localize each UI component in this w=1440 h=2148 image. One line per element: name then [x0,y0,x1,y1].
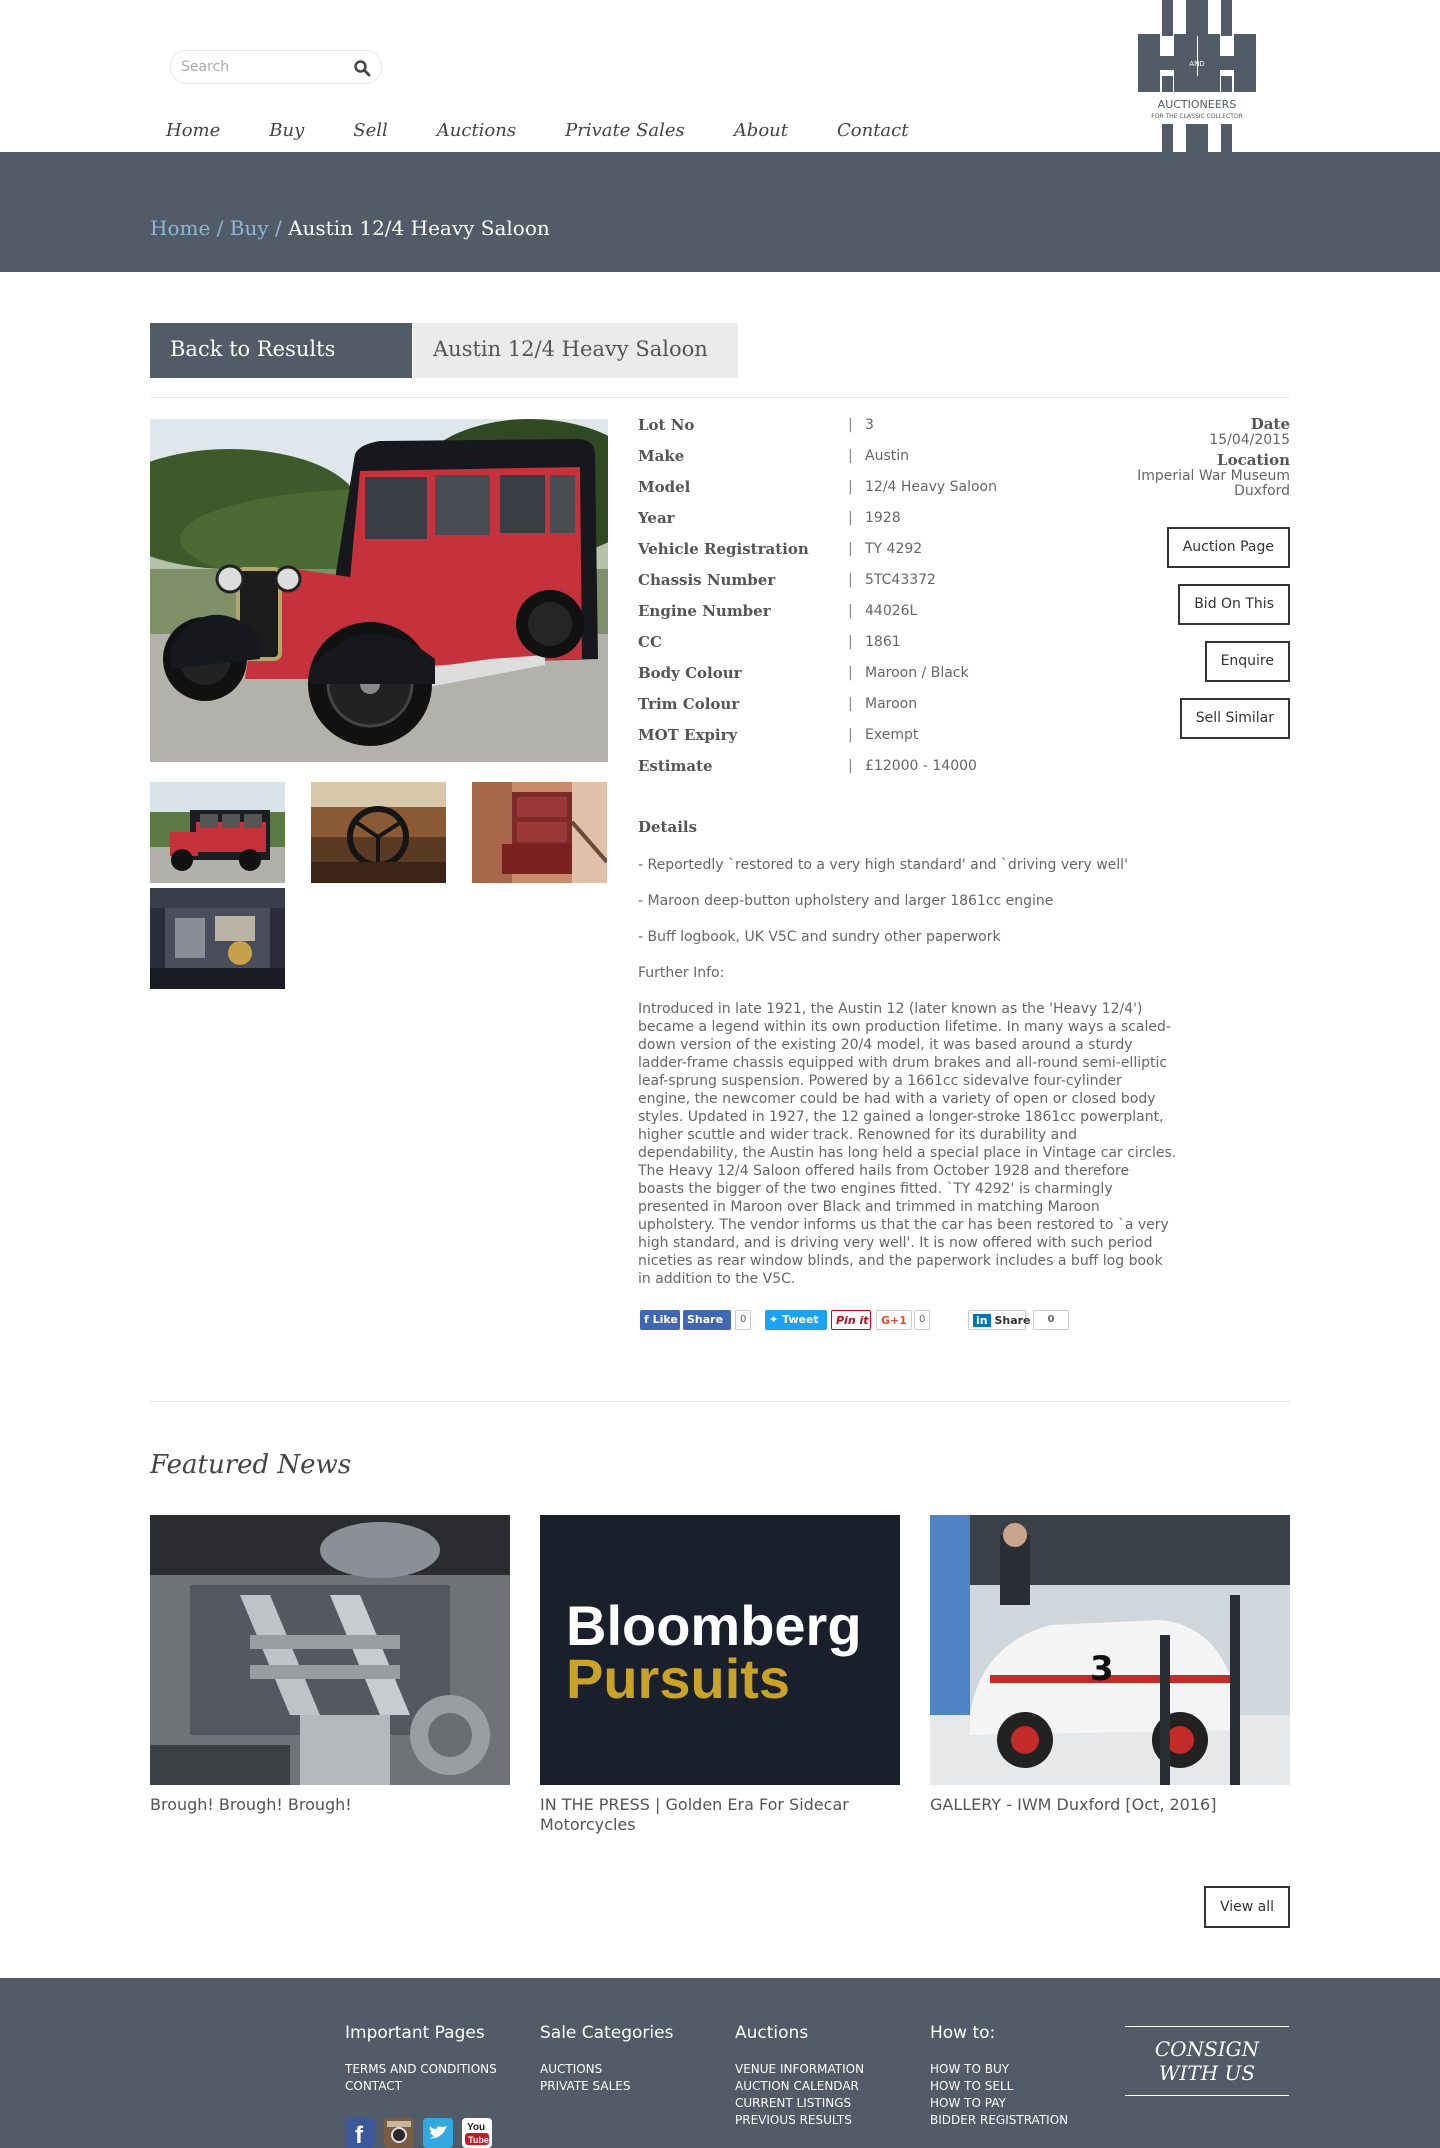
thumbnail-dashboard[interactable] [311,782,446,883]
lot-specifications [638,416,1118,788]
bid-on-this-button[interactable]: Bid On This [1178,584,1290,625]
svg-text:FOR THE CLASSIC COLLECTOR: FOR THE CLASSIC COLLECTOR [1151,113,1243,120]
lot-details [638,818,1178,1306]
svg-text:AUCTIONEERS: AUCTIONEERS [1157,98,1237,111]
featured-news-heading: Featured News [150,1450,352,1480]
spec-row-lot-no [638,416,1118,447]
svg-text:Bloomberg: Bloomberg [566,1594,862,1657]
spec-label: Engine Number [638,602,771,620]
consign-line-1: CONSIGN [1154,2037,1260,2061]
svg-text:Pursuits: Pursuits [566,1647,791,1710]
news-caption[interactable]: IN THE PRESS | Golden Era For Sidecar Motorcycles [540,1795,849,1834]
spec-separator: | [848,696,853,712]
nav-auctions[interactable]: Auctions [436,120,517,141]
consign-with-us-button[interactable] [1125,2026,1289,2096]
breadcrumb-buy[interactable]: Buy / [229,216,282,240]
spec-label: Make [638,447,685,465]
youtube-icon[interactable] [462,2118,492,2148]
auction-meta [1137,416,1290,499]
linkedin-share-button[interactable]: in Share [968,1310,1026,1330]
footer-link-previous[interactable]: PREVIOUS RESULTS [735,2113,852,2127]
nav-buy[interactable]: Buy [269,120,305,141]
spec-row-mot-expiry [638,726,1118,757]
facebook-like-button[interactable]: f Like [640,1310,680,1330]
spec-separator: | [848,510,853,526]
spec-separator: | [848,603,853,619]
news-caption[interactable]: Brough! Brough! Brough! [150,1795,352,1814]
location-line-1: Imperial War Museum [1137,468,1290,484]
thumbnail-exterior[interactable] [150,782,285,883]
spec-value: Austin [865,448,909,464]
footer-link-how-to-pay[interactable]: HOW TO PAY [930,2096,1006,2110]
spec-separator: | [848,479,853,495]
details-heading: Details [638,818,698,836]
news-image-motorcycle[interactable] [150,1515,510,1785]
footer-link-current[interactable]: CURRENT LISTINGS [735,2096,852,2110]
divider [150,397,1290,398]
site-header [0,0,1440,152]
spec-value: Exempt [865,727,919,743]
facebook-count: 0 [735,1310,751,1330]
spec-row-body-colour [638,664,1118,695]
spec-value: 12/4 Heavy Saloon [865,479,997,495]
breadcrumb-current: Austin 12/4 Heavy Saloon [288,216,550,240]
instagram-icon[interactable] [384,2118,414,2148]
spec-row-model [638,478,1118,509]
page-banner [0,152,1440,272]
facebook-icon: f [644,1313,653,1326]
footer-column-title: Auctions [735,2023,809,2043]
footer-column-title: How to: [930,2023,996,2043]
spec-value: 1928 [865,510,901,526]
thumbnail-interior[interactable] [472,782,607,883]
location-label: Location [1217,451,1290,469]
main-nav [166,120,957,148]
footer-sale-categories [540,2023,673,2095]
google-plus-count: 0 [914,1310,930,1330]
facebook-share-button[interactable]: Share [683,1310,731,1330]
svg-text:Tube: Tube [468,2135,489,2145]
spec-value: £12000 - 14000 [865,758,977,774]
details-bullet: - Maroon deep-button upholstery and larger 1861cc engine [638,893,1054,909]
spec-separator: | [848,665,853,681]
facebook-icon[interactable] [345,2118,375,2148]
further-info-label: Further Info: [638,965,725,981]
google-plus-button[interactable]: G+1 [876,1310,912,1330]
search-input[interactable] [181,57,341,77]
footer-link-calendar[interactable]: AUCTION CALENDAR [735,2079,859,2093]
spec-separator: | [848,758,853,774]
spec-separator: | [848,417,853,433]
spec-label: Year [638,509,675,527]
spec-value: Maroon / Black [865,665,969,681]
spec-row-cc [638,633,1118,664]
spec-value: TY 4292 [865,541,923,557]
spec-separator: | [848,634,853,650]
search-icon[interactable] [353,59,371,77]
nav-private-sales[interactable]: Private Sales [565,120,685,141]
footer-link-how-to-sell[interactable]: HOW TO SELL [930,2079,1014,2093]
linkedin-count: 0 [1033,1310,1069,1330]
news-image-porsche[interactable] [930,1515,1290,1785]
news-image-bloomberg-pursuits[interactable] [540,1515,900,1785]
spec-label: MOT Expiry [638,726,738,744]
spec-separator: | [848,572,853,588]
spec-separator: | [848,448,853,464]
enquire-button[interactable]: Enquire [1205,641,1290,682]
nav-about[interactable]: About [733,120,788,141]
twitter-bird-icon: ✦ [769,1313,783,1326]
divider [150,1401,1290,1402]
lot-title-tab: Austin 12/4 Heavy Saloon [413,323,738,378]
spec-row-engine [638,602,1118,633]
spec-value: Maroon [865,696,918,712]
spec-value: 3 [865,417,874,433]
location-line-2: Duxford [1234,483,1290,499]
breadcrumb-home[interactable]: Home / [150,216,224,240]
spec-row-make [638,447,1118,478]
sell-similar-button[interactable]: Sell Similar [1180,698,1290,739]
nav-home[interactable]: Home [166,120,221,141]
spec-label: Model [638,478,691,496]
footer-link-bidder-registration[interactable]: BIDDER REGISTRATION [930,2113,1069,2127]
spec-row-registration [638,540,1118,571]
breadcrumb [150,216,550,240]
spec-separator: | [848,541,853,557]
date-value: 15/04/2015 [1209,432,1290,448]
search-box [170,50,382,84]
footer-important-pages [345,2023,497,2095]
svg-text:You: You [467,2122,486,2133]
spec-label: CC [638,633,662,651]
tweet-button[interactable]: ✦ Tweet [765,1310,827,1330]
car-number: 3 [1090,1649,1114,1689]
news-caption[interactable]: GALLERY - IWM Duxford [Oct, 2016] [930,1795,1217,1814]
footer-auctions [735,2023,864,2129]
spec-label: Chassis Number [638,571,776,589]
footer-how-to [930,2023,1068,2129]
spec-value: 1861 [865,634,901,650]
linkedin-icon: in [973,1314,991,1327]
footer-column-title: Important Pages [345,2023,485,2043]
back-to-results-button[interactable]: Back to Results [150,323,412,378]
details-body: Introduced in late 1921, the Austin 12 (later known as the 'Heavy 12/4') became a legend within its own production lifetime. In many ways a scaled-down version of the existing 20/4 model, it was based around a sturdy ladder-frame chassis equipped with drum brakes and all-round semi-elliptic leaf-sprung suspension. Powered by a 1661cc sidevalve four-cylinder engine, the newcomer could be had with a variety of open or closed body styles. Updated in 1927, the 12 gained a longer-stroke 1861cc powerplant, higher scuttle and wider track. Renowned for its durability and dependability, the Austin has long held a special place in Vintage car circles. The Heavy 12/4 Saloon offered hails from October 1928 and therefore boasts the bigger of the two engines fitted. `TY 4292' is charmingly presented in Maroon over Black and trimmed in matching Maroon upholstery. The vendor informs us that the car has been restored to `a very high standard, and is driving very well'. It is now offered with such period niceties as rear window blinds, and the paperwork includes a buff log book in addition to the V5C. [638,1001,1177,1287]
footer-link-venue[interactable]: VENUE INFORMATION [735,2062,865,2076]
spec-row-year [638,509,1118,540]
spec-row-estimate [638,757,1118,788]
consign-line-2: WITH US [1158,2061,1256,2085]
thumbnail-engine[interactable] [150,888,285,989]
nav-sell[interactable]: Sell [353,120,388,141]
footer-link-private-sales[interactable]: PRIVATE SALES [540,2079,631,2093]
spec-label: Estimate [638,757,713,775]
svg-text:f: f [355,2122,363,2148]
twitter-icon[interactable] [423,2118,453,2148]
spec-row-trim-colour [638,695,1118,726]
footer-link-contact[interactable]: CONTACT [345,2079,402,2093]
nav-contact[interactable]: Contact [837,120,909,141]
view-all-button[interactable]: View all [1204,1886,1290,1928]
footer-link-how-to-buy[interactable]: HOW TO BUY [930,2062,1010,2076]
hh-auctioneers-logo[interactable] [1136,0,1258,152]
svg-text:AND: AND [1189,60,1205,68]
date-label: Date [1250,415,1290,433]
auction-page-button[interactable]: Auction Page [1167,527,1290,568]
details-bullet: - Reportedly `restored to a very high standard' and `driving very well' [638,857,1128,873]
spec-value: 5TC43372 [865,572,936,588]
spec-separator: | [848,727,853,743]
main-car-photo[interactable] [150,419,608,762]
spec-label: Lot No [638,416,695,434]
details-bullet: - Buff logbook, UK V5C and sundry other paperwork [638,929,1001,945]
spec-label: Vehicle Registration [638,540,809,558]
spec-label: Trim Colour [638,695,740,713]
site-footer [0,1978,1440,2148]
spec-label: Body Colour [638,664,742,682]
footer-column-title: Sale Categories [540,2023,674,2043]
footer-link-terms[interactable]: TERMS AND CONDITIONS [345,2062,497,2076]
pinterest-button[interactable]: Pin it [831,1310,871,1330]
spec-value: 44026L [865,603,918,619]
spec-row-chassis [638,571,1118,602]
footer-link-auctions[interactable]: AUCTIONS [540,2062,603,2076]
